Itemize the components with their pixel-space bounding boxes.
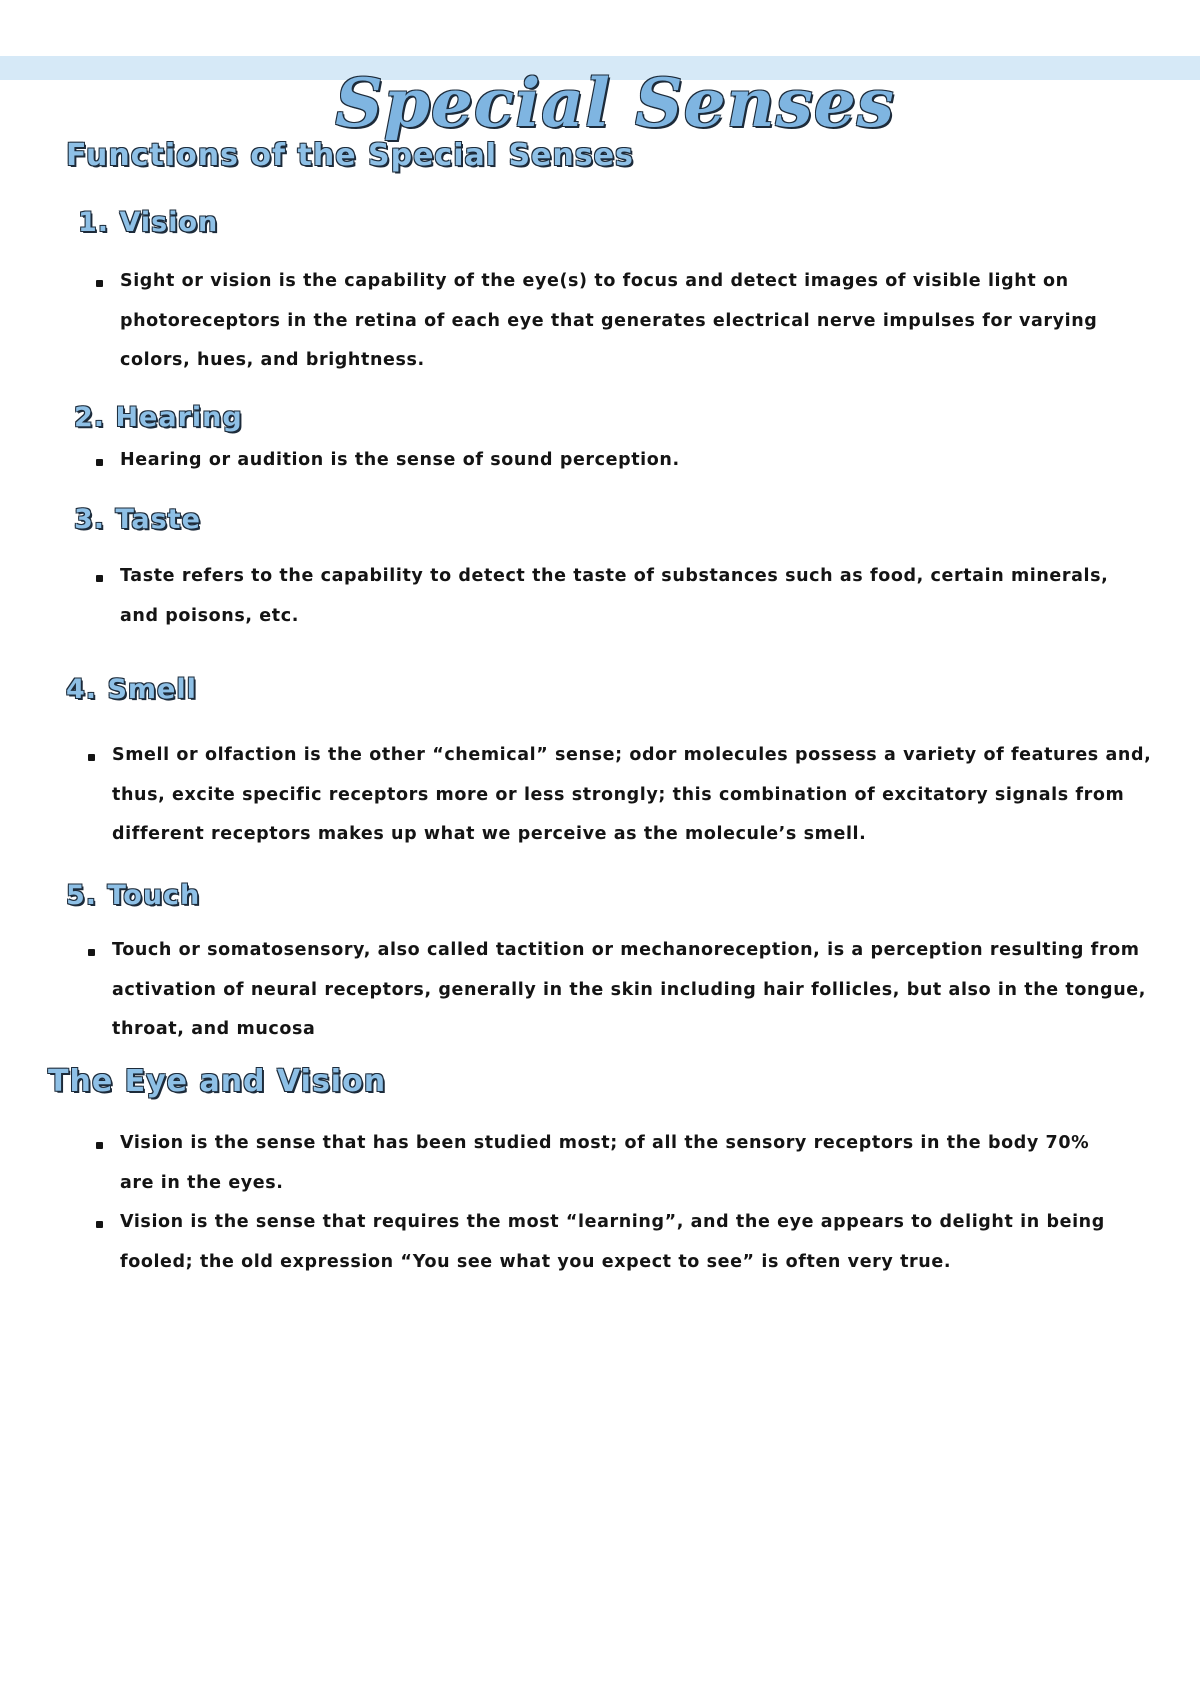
list-item: Smell or olfaction is the other “chemical” sense; odor molecules possess a variety of features and, thus, excite specific receptors more or less strongly; this combination of excitatory signals from different receptors makes up what we perceive as the molecule’s smell. (112, 736, 1162, 855)
section-heading-eye-vision: The Eye and Vision (48, 1064, 387, 1099)
subheading-taste: 3. Taste (74, 504, 201, 535)
subheading-smell: 4. Smell (66, 674, 197, 705)
subheading-hearing: 2. Hearing (74, 402, 243, 433)
eye-vision-bullets (120, 1124, 1120, 1282)
list-item: Vision is the sense that requires the most “learning”, and the eye appears to delight in being fooled; the old expression “You see what you expect to see” is often very true. (120, 1203, 1120, 1282)
subheading-touch: 5. Touch (66, 880, 201, 911)
list-item: Touch or somatosensory, also called tactition or mechanoreception, is a perception resulting from activation of neural receptors, generally in the skin including hair follicles, but also in the tongue, throat, and mucosa (112, 931, 1172, 1050)
smell-bullets (112, 736, 1162, 855)
hearing-bullets (120, 441, 1130, 481)
taste-bullets (120, 557, 1150, 636)
list-item: Sight or vision is the capability of the eye(s) to focus and detect images of visible light on photoreceptors in the retina of each eye that generates electrical nerve impulses for varying colors, hues, and brightness. (120, 262, 1130, 381)
section-heading-functions: Functions of the Special Senses (66, 138, 634, 173)
touch-bullets (112, 931, 1172, 1050)
list-item: Taste refers to the capability to detect the taste of substances such as food, certain minerals, and poisons, etc. (120, 557, 1150, 636)
list-item: Hearing or audition is the sense of sound perception. (120, 441, 1130, 481)
vision-bullets (120, 262, 1130, 381)
list-item: Vision is the sense that has been studied most; of all the sensory receptors in the body 70% are in the eyes. (120, 1124, 1120, 1203)
page-title: Special Senses (335, 64, 895, 143)
subheading-vision: 1. Vision (78, 207, 219, 238)
